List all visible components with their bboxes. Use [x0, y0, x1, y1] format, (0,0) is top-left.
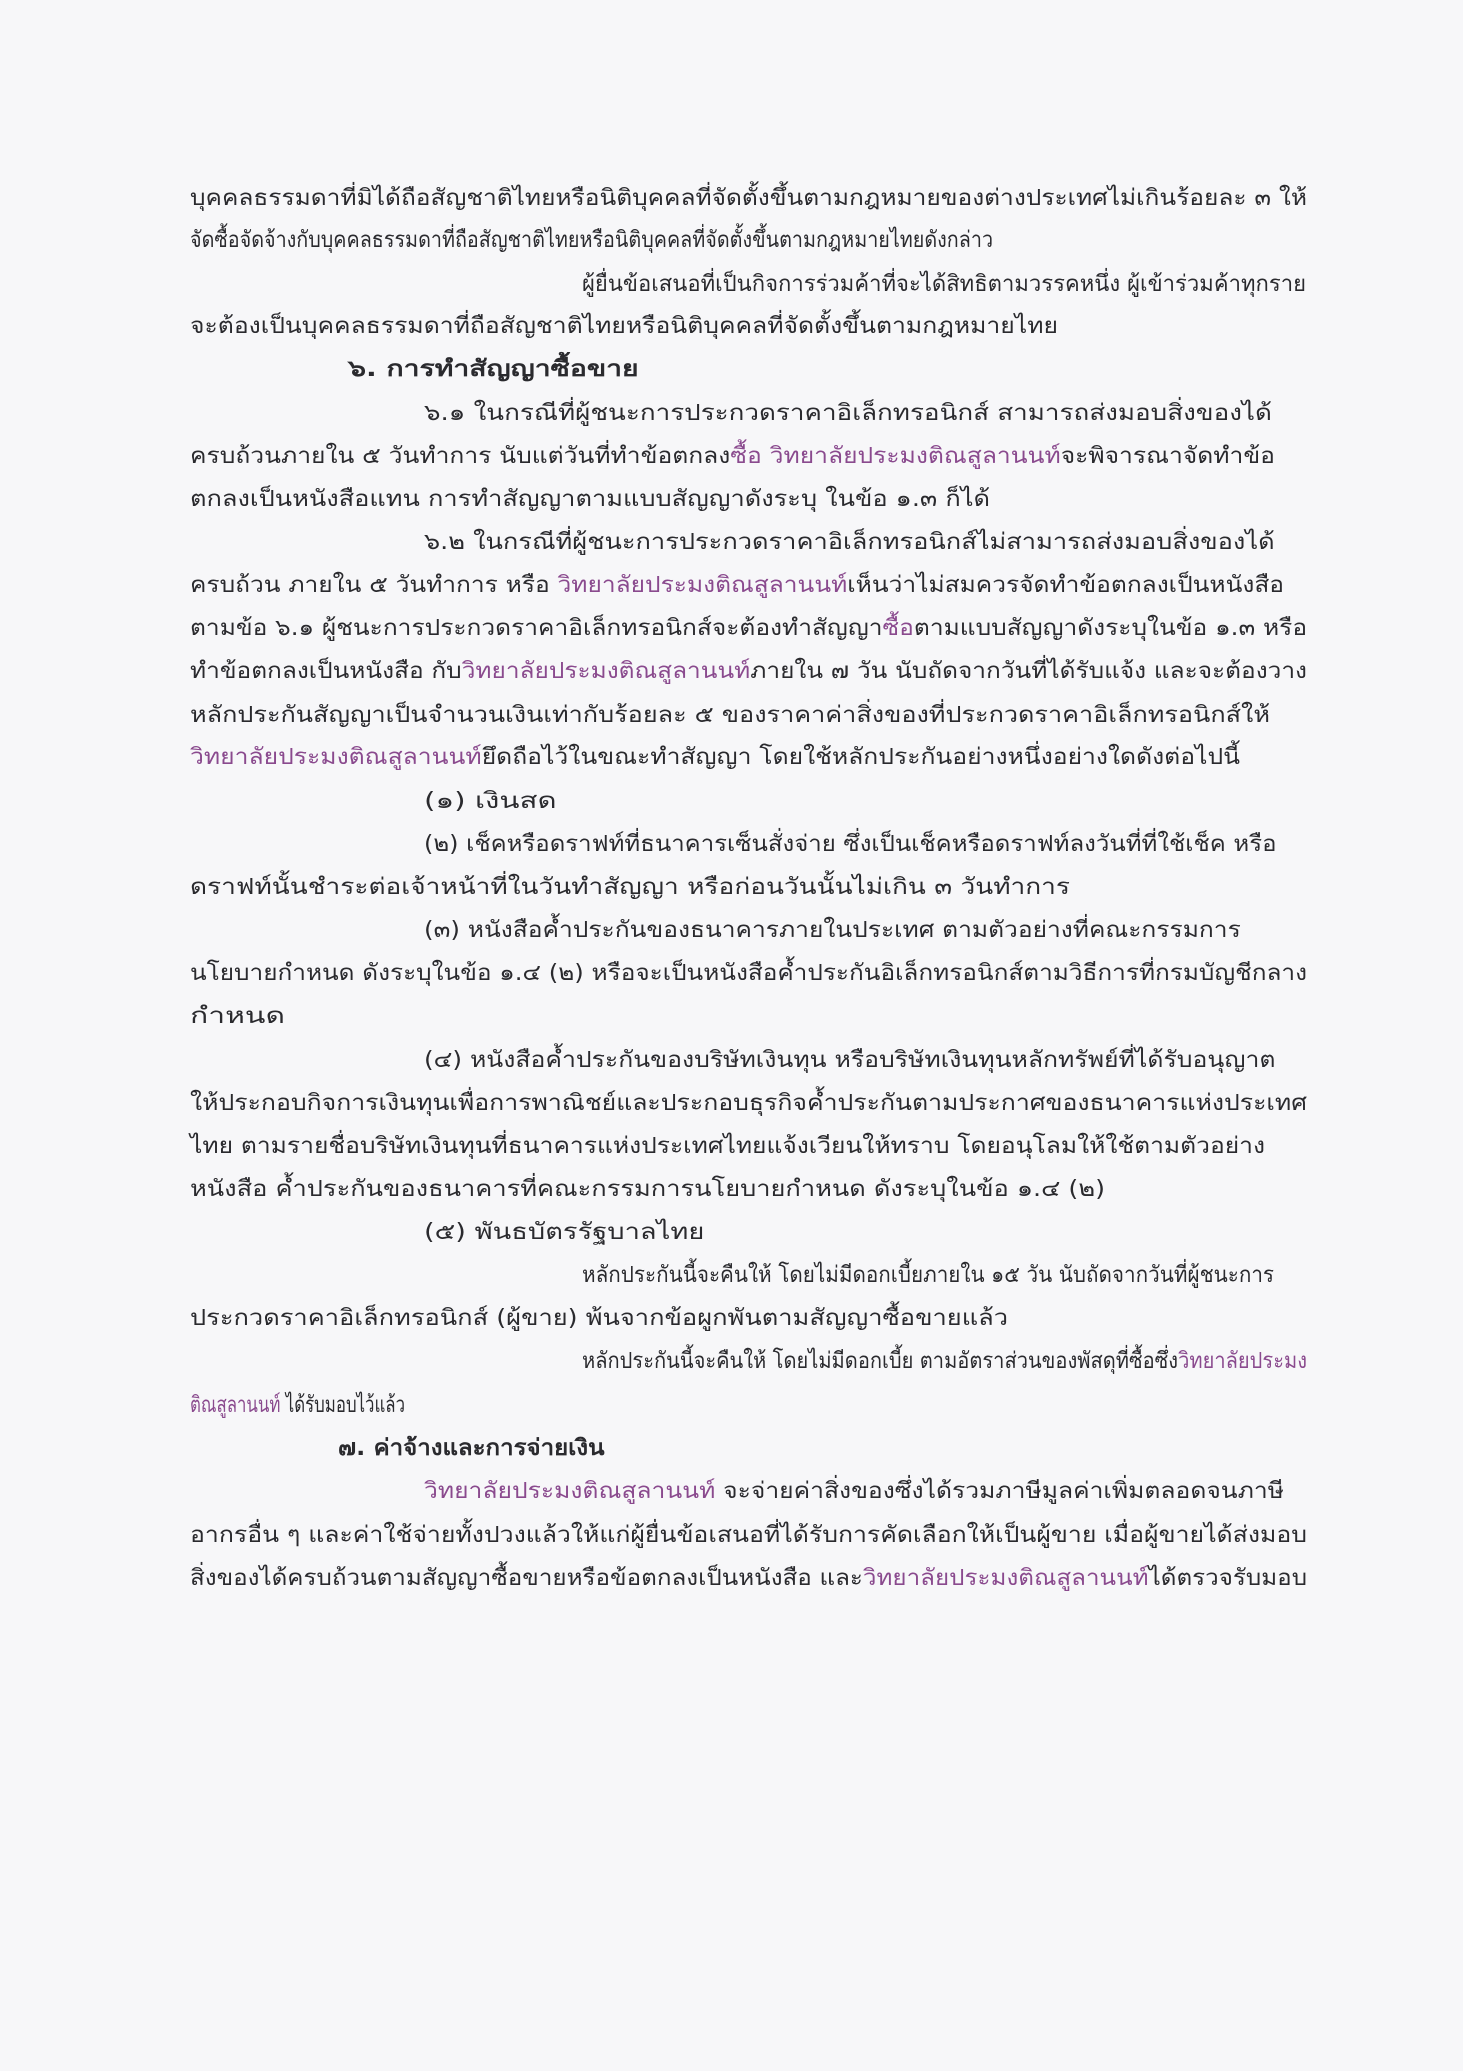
body-text: (๑) เงินสด: [424, 788, 557, 814]
paragraph-line: [582, 1350, 1307, 1373]
paragraph-line: [190, 1005, 285, 1028]
guarantee-item-2: [424, 833, 1276, 856]
section-heading-7: [338, 1437, 605, 1460]
body-text: ๖.๒ ในกรณีที่ผู้ชนะการประกวดราคาอิเล็กทรอนิกส์ไม่สามารถส่งมอบสิ่งของได้: [424, 529, 1275, 555]
body-text: ได้รับมอบไว้แล้ว: [280, 1392, 406, 1418]
body-text: หลักประกันนี้จะคืนให้ โดยไม่มีดอกเบี้ย ตามอัตราส่วนของพัสดุที่ซื้อซึ่ง: [582, 1348, 1179, 1374]
paragraph-line: [190, 315, 1058, 338]
guarantee-item-1: [424, 790, 557, 813]
body-text: ครบถ้วนภายใน ๕ วันทำการ นับแต่วันที่ทำข้อตกลง: [190, 443, 731, 469]
paragraph-line: [190, 962, 1307, 985]
body-text: นโยบายกำหนด ดังระบุในข้อ ๑.๔ (๒) หรือจะเป็นหนังสือค้ำประกันอิเล็กทรอนิกส์ตามวิธีการที่กรมบัญชีกลาง: [190, 960, 1308, 986]
body-text: จัดซื้อจัดจ้างกับบุคคลธรรมดาที่ถือสัญชาติไทยหรือนิติบุคคลที่จัดตั้งขึ้นตามกฎหมายไทยดังกล่าว: [190, 227, 994, 253]
body-text: เห็นว่าไม่สมควรจัดทำข้อตกลงเป็นหนังสือ: [847, 572, 1285, 598]
body-text: จะจ่ายค่าสิ่งของซึ่งได้รวมภาษีมูลค่าเพิ่มตลอดจนภาษี: [715, 1478, 1285, 1504]
body-text: ครบถ้วน ภายใน ๕ วันทำการ หรือ: [190, 572, 558, 598]
body-text: ภายใน ๗ วัน นับถัดจากวันที่ได้รับแจ้ง และจะต้องวาง: [750, 658, 1307, 684]
paragraph-line: [190, 1307, 1008, 1330]
body-text: จะพิจารณาจัดทำข้อ: [1060, 443, 1275, 469]
body-text: ผู้ยื่นข้อเสนอที่เป็นกิจการร่วมค้าที่จะได้สิทธิตามวรรคหนึ่ง ผู้เข้าร่วมค้าทุกราย: [582, 271, 1307, 297]
college-name-text: วิทยาลัยประมงติณสูลานนท์: [190, 744, 482, 770]
body-text: (๒) เช็คหรือดราฟท์ที่ธนาคารเซ็นสั่งจ่าย ซึ่งเป็นเช็คหรือดราฟท์ลงวันที่ที่ใช้เช็ค หรือ: [424, 831, 1277, 857]
paragraph-line: [190, 187, 1307, 210]
paragraph-line: [190, 876, 1070, 899]
clause-6-1: [424, 402, 1272, 425]
college-name-text: วิทยาลัยประมงติณสูลานนท์: [862, 1565, 1149, 1591]
section-heading-6: [348, 358, 639, 381]
body-text: ตกลงเป็นหนังสือแทน การทำสัญญาตามแบบสัญญาดังระบุ ในข้อ ๑.๓ ก็ได้: [190, 486, 991, 512]
college-name-text: ติณสูลานนท์: [190, 1392, 281, 1418]
body-text: ดราฟท์นั้นชำระต่อเจ้าหน้าที่ในวันทำสัญญา หรือก่อนวันนั้นไม่เกิน ๓ วันทำการ: [190, 874, 1071, 900]
body-text: ตามแบบสัญญาดังระบุในข้อ ๑.๓ หรือ: [913, 615, 1308, 641]
paragraph-line: [190, 574, 1284, 597]
body-text: ตามข้อ ๖.๑ ผู้ชนะการประกวดราคาอิเล็กทรอนิกส์จะต้องทำสัญญา: [190, 615, 883, 641]
body-text: หนังสือ ค้ำประกันของธนาคารที่คณะกรรมการนโยบายกำหนด ดังระบุในข้อ ๑.๔ (๒): [190, 1176, 1106, 1202]
body-text: สิ่งของได้ครบถ้วนตามสัญญาซื้อขายหรือข้อตกลงเป็นหนังสือ และ: [190, 1565, 863, 1591]
college-name-text: วิทยาลัยประมงติณสูลานนท์: [424, 1478, 716, 1504]
body-text: ๖. การทำสัญญาซื้อขาย: [348, 356, 639, 382]
paragraph-line: [190, 445, 1275, 468]
clause-6-2: [424, 531, 1275, 554]
college-name-text: ซื้อ วิทยาลัยประมงติณสูลานนท์: [730, 443, 1061, 469]
paragraph-line: [190, 1178, 1105, 1201]
body-text: ให้ประกอบกิจการเงินทุนเพื่อการพาณิชย์และประกอบธุรกิจค้ำประกันตามประกาศของธนาคารแห่งประเทศ: [190, 1090, 1308, 1116]
paragraph-line: [190, 1567, 1307, 1590]
guarantee-item-3: [424, 919, 1241, 942]
college-name-text: ซื้อ: [882, 615, 914, 641]
paragraph-line: [190, 746, 1240, 769]
body-text: จะต้องเป็นบุคคลธรรมดาที่ถือสัญชาติไทยหรือนิติบุคคลที่จัดตั้งขึ้นตามกฎหมายไทย: [190, 313, 1059, 339]
body-text: (๔) หนังสือค้ำประกันของบริษัทเงินทุน หรือบริษัทเงินทุนหลักทรัพย์ที่ได้รับอนุญาต: [424, 1047, 1276, 1073]
body-text: ไทย ตามรายชื่อบริษัทเงินทุนที่ธนาคารแห่งประเทศไทยแจ้งเวียนให้ทราบ โดยอนุโลมให้ใช้ตามตัวอย่าง: [190, 1133, 1266, 1159]
paragraph-line: [190, 1524, 1307, 1547]
body-text: (๕) พันธบัตรรัฐบาลไทย: [424, 1219, 705, 1245]
college-name-text: วิทยาลัยประมงติณสูลานนท์: [461, 658, 751, 684]
body-text: กำหนด: [190, 1003, 286, 1029]
body-text: ประกวดราคาอิเล็กทรอนิกส์ (ผู้ขาย) พ้นจากข้อผูกพันตามสัญญาซื้อขายแล้ว: [190, 1305, 1009, 1331]
body-text: ๗. ค่าจ้างและการจ่ายเงิน: [338, 1435, 605, 1461]
paragraph-line: [190, 660, 1307, 683]
paragraph-line: [582, 273, 1306, 296]
body-text: ทำข้อตกลงเป็นหนังสือ กับ: [190, 658, 462, 684]
paragraph-line: [190, 1092, 1307, 1115]
paragraph-line: [190, 488, 990, 511]
paragraph-line: [582, 1264, 1274, 1287]
college-name-text: วิทยาลัยประมงติณสูลานนท์: [557, 572, 848, 598]
body-text: อากรอื่น ๆ และค่าใช้จ่ายทั้งปวงแล้วให้แก่ผู้ยื่นข้อเสนอที่ได้รับการคัดเลือกให้เป็นผู้ขาย เมื่อผู้ขายได้ส่งมอบ: [190, 1522, 1308, 1548]
paragraph-line: [190, 1135, 1265, 1158]
body-text: (๓) หนังสือค้ำประกันของธนาคารภายในประเทศ ตามตัวอย่างที่คณะกรรมการ: [424, 917, 1241, 943]
body-text: ๖.๑ ในกรณีที่ผู้ชนะการประกวดราคาอิเล็กทรอนิกส์ สามารถส่งมอบสิ่งของได้: [424, 400, 1272, 426]
paragraph-line: [190, 1394, 405, 1417]
guarantee-item-4: [424, 1049, 1275, 1072]
college-name-text: วิทยาลัยประมง: [1178, 1348, 1308, 1374]
paragraph-line: [190, 229, 993, 252]
paragraph-line: [190, 617, 1307, 640]
body-text: ยึดถือไว้ในขณะทำสัญญา โดยใช้หลักประกันอย่างหนึ่งอย่างใดดังต่อไปนี้: [481, 744, 1241, 770]
body-text: หลักประกันสัญญาเป็นจำนวนเงินเท่ากับร้อยละ ๕ ของราคาค่าสิ่งของที่ประกวดราคาอิเล็กทรอนิกส์ให้: [190, 702, 1270, 728]
body-text: ได้ตรวจรับมอบ: [1148, 1565, 1308, 1591]
body-text: หลักประกันนี้จะคืนให้ โดยไม่มีดอกเบี้ยภายใน ๑๕ วัน นับถัดจากวันที่ผู้ชนะการ: [582, 1262, 1275, 1288]
body-text: บุคคลธรรมดาที่มิได้ถือสัญชาติไทยหรือนิติบุคคลที่จัดตั้งขึ้นตามกฎหมายของต่างประเทศไม่เกินร้อยละ ๓ ให้: [190, 185, 1307, 211]
guarantee-item-5: [424, 1221, 704, 1244]
paragraph-line: [424, 1480, 1284, 1503]
paragraph-line: [190, 704, 1270, 727]
